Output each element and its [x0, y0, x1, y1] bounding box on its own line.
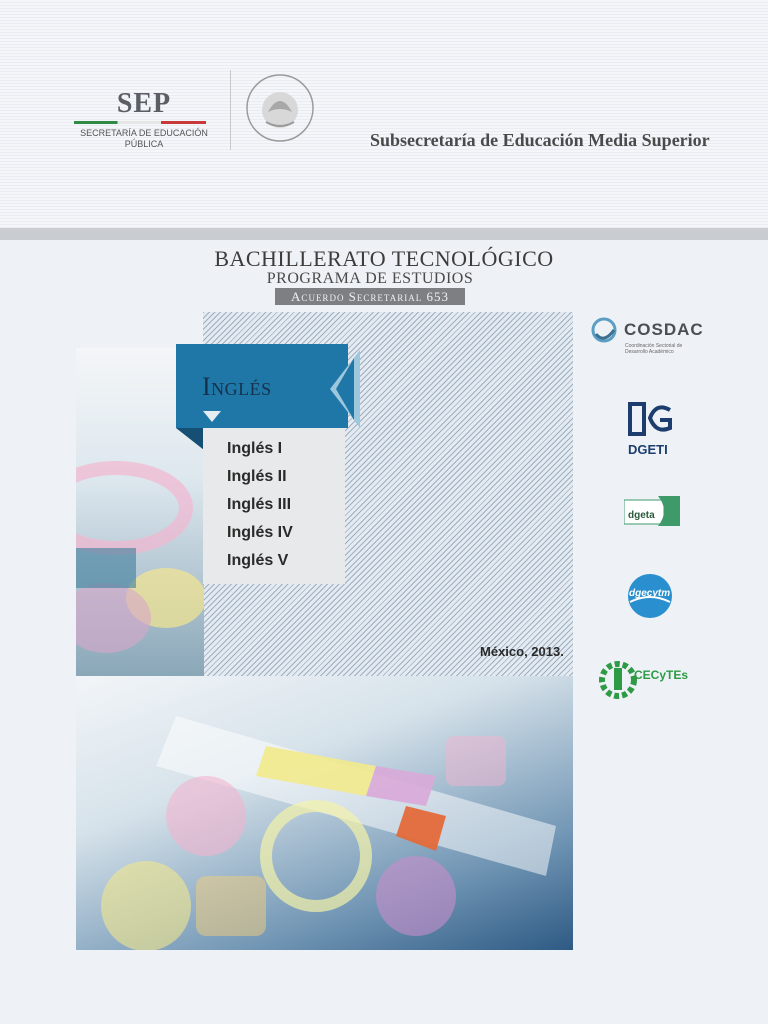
course-item: Inglés V [227, 552, 289, 569]
banner-fold [176, 428, 204, 450]
cosdac-subtitle: Coordinación Sectorial de Desarrollo Académico [625, 343, 683, 355]
course-list [203, 428, 345, 584]
acuerdo-badge: Acuerdo Secretarial 653 [275, 288, 465, 305]
triangle-down-icon [203, 411, 221, 422]
chevron-left-icon [320, 350, 360, 428]
course-item: Inglés III [227, 496, 292, 513]
dgeti-logo-icon [626, 402, 674, 440]
cover-title: BACHILLERATO TECNOLÓGICO [214, 246, 554, 271]
course-item: Inglés II [227, 468, 287, 485]
mexico-seal-icon [244, 72, 316, 144]
cover-subtitle: PROGRAMA DE ESTUDIOS [266, 270, 474, 287]
cover-art-bottom [76, 676, 573, 950]
cecytes-gear-icon [598, 660, 638, 700]
header-divider [0, 228, 768, 240]
cecytes-logo: CECyTEs [634, 668, 689, 682]
logo-separator [230, 70, 231, 150]
sep-logo [74, 88, 214, 158]
dgeti-logo: DGETI [628, 442, 668, 457]
place-date: México, 2013. [480, 644, 564, 659]
course-item: Inglés IV [227, 524, 293, 541]
cosdac-logo-icon [590, 316, 620, 346]
cosdac-logo: COSDAC [624, 320, 704, 339]
sep-name: SECRETARÍA DE EDUCACIÓN PÚBLICA [80, 128, 208, 149]
abstract-shapes-icon [76, 676, 573, 950]
subsecretaria-title: Subsecretaría de Educación Media Superior [370, 130, 710, 150]
sep-flag-stripe [74, 121, 206, 124]
course-item: Inglés I [227, 440, 283, 457]
sep-acronym: SEP [116, 88, 172, 119]
subject-title: Inglés [202, 372, 272, 401]
dgeta-logo: dgeta [628, 510, 655, 521]
dgecytm-logo: dgecytm [629, 588, 671, 599]
